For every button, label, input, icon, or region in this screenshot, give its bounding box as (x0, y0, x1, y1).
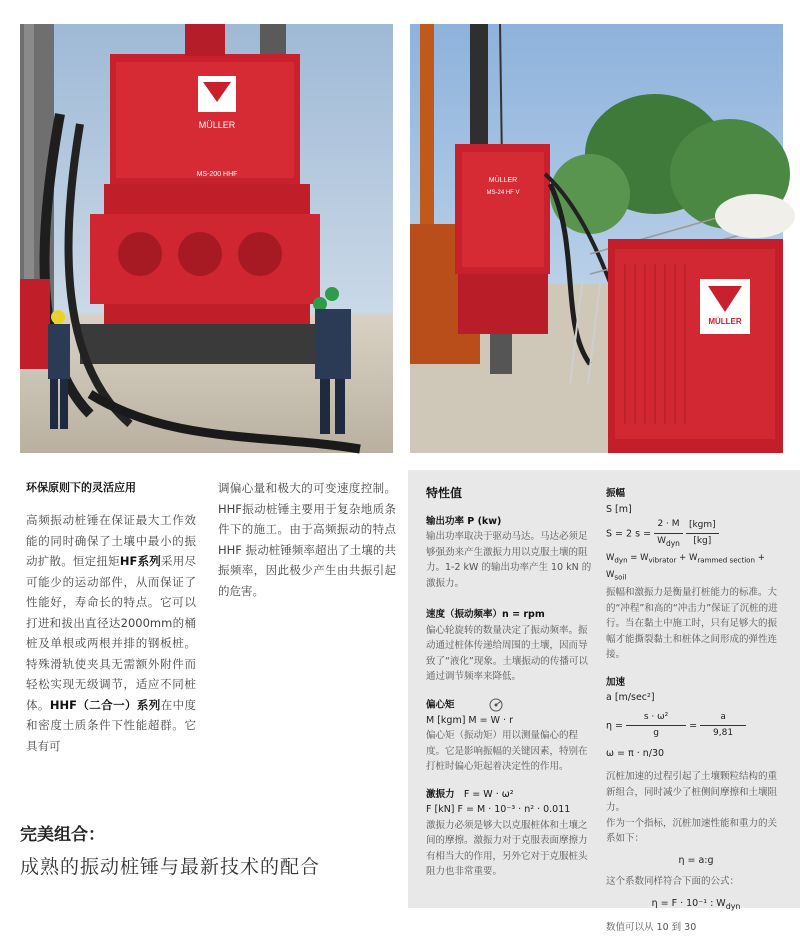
acceleration-unit: a [m/sec²] (606, 692, 655, 704)
intro-paragraph-2: 调偏心量和极大的可变速度控制。HHF振动桩锤主要用于复杂地质条件下的施工。由于高频振动的特点 HHF 振动桩锤频率超出了土壤的共振频率，因此极少产生由共振引起的危害。 (218, 481, 396, 598)
moment-heading-text: 偏心矩 (426, 699, 455, 710)
amplitude-equation (606, 517, 786, 551)
eta-ag-formula: η = a:g (678, 854, 714, 866)
intro-text-a: 高频振动桩锤在保证最大工作效能的同时确保了土壤中最小的振动扩散。恒定扭矩 (26, 513, 196, 568)
moment-text: 偏心矩（振动矩）用以测量偏心的程度。它是影响振幅的关键因素，特别在打桩时偏心矩起着决定性的作用。 (426, 730, 588, 772)
wdyn-sub-soil: soil (614, 572, 627, 582)
force-heading-text: 激振力 (426, 788, 455, 800)
amplitude-heading: 振幅 (606, 488, 626, 499)
rig-hammer-brand: MÜLLER (488, 177, 518, 184)
intro-hhf-series: HHF（二合一）系列 (49, 697, 161, 712)
eccentric-icon (488, 697, 504, 713)
acceleration-equals: = (689, 720, 698, 732)
acceleration-text-3: 这个系数同样符合下面的公式： (606, 876, 740, 888)
wdyn-plus-2: + W (606, 552, 765, 580)
force-heading (426, 787, 596, 803)
acceleration-num-2: a (700, 710, 746, 727)
intro-hf-series: HF系列 (119, 554, 162, 568)
spec-column-2 (606, 486, 786, 936)
amplitude-text: 振幅和激振力是衡量打桩能力的标准。大的“冲程”和高的“冲击力”保证了沉桩的进行。当在黏土中施工时，只有足够大的振幅才能撕裂黏土和桩体之间形成的弹性连接。 (606, 587, 778, 661)
photo-rig-ms24 (410, 24, 783, 453)
amplitude-unit: S [m] (606, 503, 632, 515)
acceleration-fraction-1 (626, 710, 686, 742)
wdyn-equation (606, 551, 786, 585)
rig-hammer-model: MS-24 HF V (486, 190, 520, 196)
intro-column-1 (26, 478, 196, 756)
moment-heading (426, 697, 596, 713)
omega-formula: ω = π · n/30 (606, 747, 665, 759)
powerpack-brand-label: MÜLLER (708, 317, 742, 326)
acceleration-text-1: 沉桩加速的过程引起了土壤颗粒结构的重新组合，同时减少了桩侧间摩擦和土壤阻力。 (606, 771, 778, 814)
acceleration-fraction-2 (700, 710, 746, 742)
intro-text-c: 采用尽可能少的运动部件，从而保证了性能好，寿命长的特点。它可以打进和拔出直径达2000mm的桶桩及单根或两根并排的钢板桩。特殊滑轨使夹具无需额外附件而轻松实现无级调节，适应不同桩体。 (26, 554, 197, 712)
intro-column-2 (218, 478, 396, 601)
force-formula-2: F [kN] F = M · 10⁻³ · n² · 0.011 (426, 804, 571, 815)
amplitude-unit-num: [kgm] (686, 518, 719, 535)
acceleration-text-4: 数值可以从 10 到 30 (606, 922, 697, 934)
eta-force-text: η = F · 10⁻¹ : W (651, 897, 726, 909)
wdyn-sub: dyn (614, 555, 628, 565)
spec-column-1 (426, 486, 596, 880)
hammer-brand-label: MÜLLER (198, 120, 236, 130)
combo-subtitle: 成熟的振动桩锤与最新技术的配合 (20, 856, 321, 878)
amplitude-denominator (654, 534, 683, 551)
wdyn-sub-rammed: rammed section (697, 555, 756, 565)
amplitude-unit-den: [kg] (693, 536, 712, 547)
speed-heading: 速度（振动频率）n = rpm (426, 609, 545, 620)
amplitude-numerator: 2 · M (654, 517, 683, 534)
hammer-model-label: MS-200 HHF (196, 171, 238, 178)
intro-paragraph-1 (26, 510, 196, 756)
intro-text-e: 在中度和密度土质条件下性能超群。它具有可 (26, 697, 197, 753)
acceleration-den-1: g (653, 728, 659, 739)
amplitude-unit-fraction (686, 518, 719, 550)
wdyn-plus-1: + W (676, 552, 698, 563)
acceleration-eta: η = (606, 720, 624, 732)
intro-heading: 环保原则下的灵活应用 (26, 481, 136, 494)
wdyn-sub-vibrator: vibrator (648, 555, 677, 565)
acceleration-heading: 加速 (606, 676, 626, 688)
force-formula-1: F = W · ω² (463, 788, 514, 800)
wdyn-eq: = W (627, 552, 649, 563)
eta-force-sub: dyn (725, 901, 741, 911)
wdyn-w: W (606, 552, 615, 563)
force-text: 激振力必须是够大以克服桩体和土壤之间的摩擦。激振力对于克服表面摩擦力有相当大的作用，另外它对于克服桩头阻力也非常重要。 (426, 819, 588, 877)
amplitude-fraction (654, 517, 683, 551)
moment-formula: M [kgm] M = W · r (426, 714, 513, 726)
photo-vibrator-ms200 (20, 24, 393, 453)
power-text: 输出功率取决于驱动马达。马达必须足够强劲来产生激振力用以克服土壤的阻力。1-2 kW 的输出功率产生 10 kN 的激振力。 (426, 531, 592, 589)
speed-text: 偏心轮旋转的数量决定了振动频率。振动通过桩体传递给周围的土壤，因而导致了“液化”现象。土壤振动的传播可以通过调节频率来降低。 (426, 624, 588, 682)
amplitude-den-w: W (657, 535, 666, 546)
acceleration-num-1: s · ω² (626, 710, 686, 727)
spec-title: 特性值 (426, 486, 463, 500)
amplitude-den-sub: dyn (665, 538, 680, 548)
acceleration-equation (606, 710, 786, 742)
acceleration-text-2: 作为一个指标，沉桩加速性能和重力的关系如下： (606, 817, 778, 845)
acceleration-den-2: 9,81 (713, 728, 734, 739)
power-heading: 输出功率 P (kw) (426, 515, 502, 527)
combo-title: 完美组合： (20, 825, 105, 845)
amplitude-lhs: S = 2 s = (606, 528, 652, 540)
eta-force-formula (606, 896, 786, 914)
